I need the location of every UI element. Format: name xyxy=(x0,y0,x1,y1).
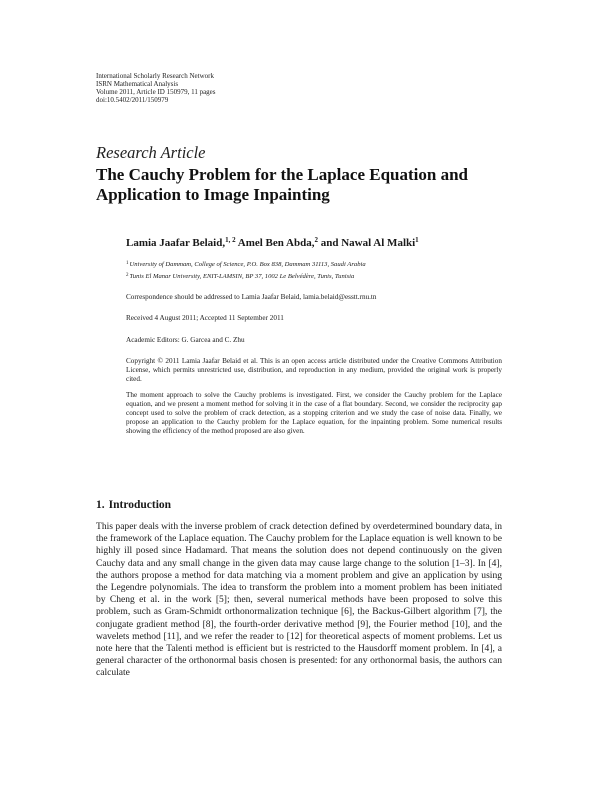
affiliation-number: 1 xyxy=(126,261,129,266)
journal-header xyxy=(96,72,216,104)
journal-volume: Volume 2011, Article ID 150979, 11 pages xyxy=(96,88,216,96)
author-affiliation-mark: 2 xyxy=(314,236,318,244)
author-name: and Nawal Al Malki xyxy=(320,237,416,249)
copyright-notice: Copyright © 2011 Lamia Jaafar Belaid et al. This is an open access article distributed under the Creative Commons Attribution License, which permits unrestricted use, distribution, and reproduction in any medium, provided the original work is properly cited. xyxy=(126,357,502,383)
paper-title: The Cauchy Problem for the Laplace Equation and Application to Image Inpainting xyxy=(96,165,468,204)
affiliation-number: 2 xyxy=(126,273,129,278)
journal-network: International Scholarly Research Network xyxy=(96,72,214,80)
section-title: Introduction xyxy=(108,499,172,511)
author-list xyxy=(126,236,502,249)
author-affiliation-mark: 1, 2 xyxy=(225,236,236,244)
abstract: The moment approach to solve the Cauchy problems is investigated. First, we consider the Cauchy problem for the Laplace equation, and we present a moment method for solving it in the case of a flat boundary. Second, we consider the reciprocity gap concept used to solve the problem of crack detection, as a stopping criterion and we study the case of noise data. Finally, we propose an application to the Cauchy problem for the Laplace equation, for the inpainting problem. Some numerical results showing the efficiency of the method proposed are also given. xyxy=(126,391,502,435)
section-heading xyxy=(96,499,175,511)
correspondence-note: Correspondence should be addressed to Lamia Jaafar Belaid, lamia.belaid@esstt.rnu.tn xyxy=(126,293,377,301)
author-name: Amel Ben Abda, xyxy=(237,237,315,249)
journal-doi: doi:10.5402/2011/150979 xyxy=(96,96,169,104)
affiliations xyxy=(126,258,502,282)
affiliation-item xyxy=(126,270,502,282)
affiliation-text: Tunis El Manar University, ENIT-LAMSIN, BP 37, 1002 Le Belvédère, Tunis, Tunisia xyxy=(129,273,355,280)
academic-editors: Academic Editors: G. Garcea and C. Zhu xyxy=(126,336,245,344)
received-dates: Received 4 August 2011; Accepted 11 September 2011 xyxy=(126,314,284,322)
affiliation-item xyxy=(126,258,502,270)
intro-paragraph: This paper deals with the inverse problem of crack detection defined by overdetermined boundary data, in the framework of the Laplace equation. The Cauchy problem for the Laplace equation is well known to be highly ill posed since Hadamard. That means the solution does not depend continuously on the given Cauchy data and any small change in the given data may cause large change to the solution [1–3]. In [4], the authors propose a method for data matching via a moment problem and give an application by using the Legendre polynomials. The idea to transform the problem into a moment problem has been initiated by Cheng et al. in the work [5]; then, several numerical methods have been proposed to solve this problem, such as Gram-Schmidt orthonormalization technique [6], the Backus-Gilbert algorithm [7], the conjugate gradient method [8], the fourth-order derivative method [9], the Fourier method [10], and the wavelets method [11], and we refer the reader to [12] for theoretical aspects of moment problems. Let us note here that the Talenti method is efficient but is restricted to the Hausdorff moment problem. In [4], a general character of the orthonormal basis chosen is presented: for any orthonormal basis, the authors can calculate xyxy=(96,521,502,679)
article-type: Research Article xyxy=(96,143,206,162)
author-name: Lamia Jaafar Belaid, xyxy=(126,237,226,249)
affiliation-text: University of Dammam, College of Science, P.O. Box 838, Dammam 31113, Saudi Arabia xyxy=(129,261,366,268)
journal-name: ISRN Mathematical Analysis xyxy=(96,80,179,88)
section-number: 1. xyxy=(96,499,105,511)
author-affiliation-mark: 1 xyxy=(415,236,419,244)
